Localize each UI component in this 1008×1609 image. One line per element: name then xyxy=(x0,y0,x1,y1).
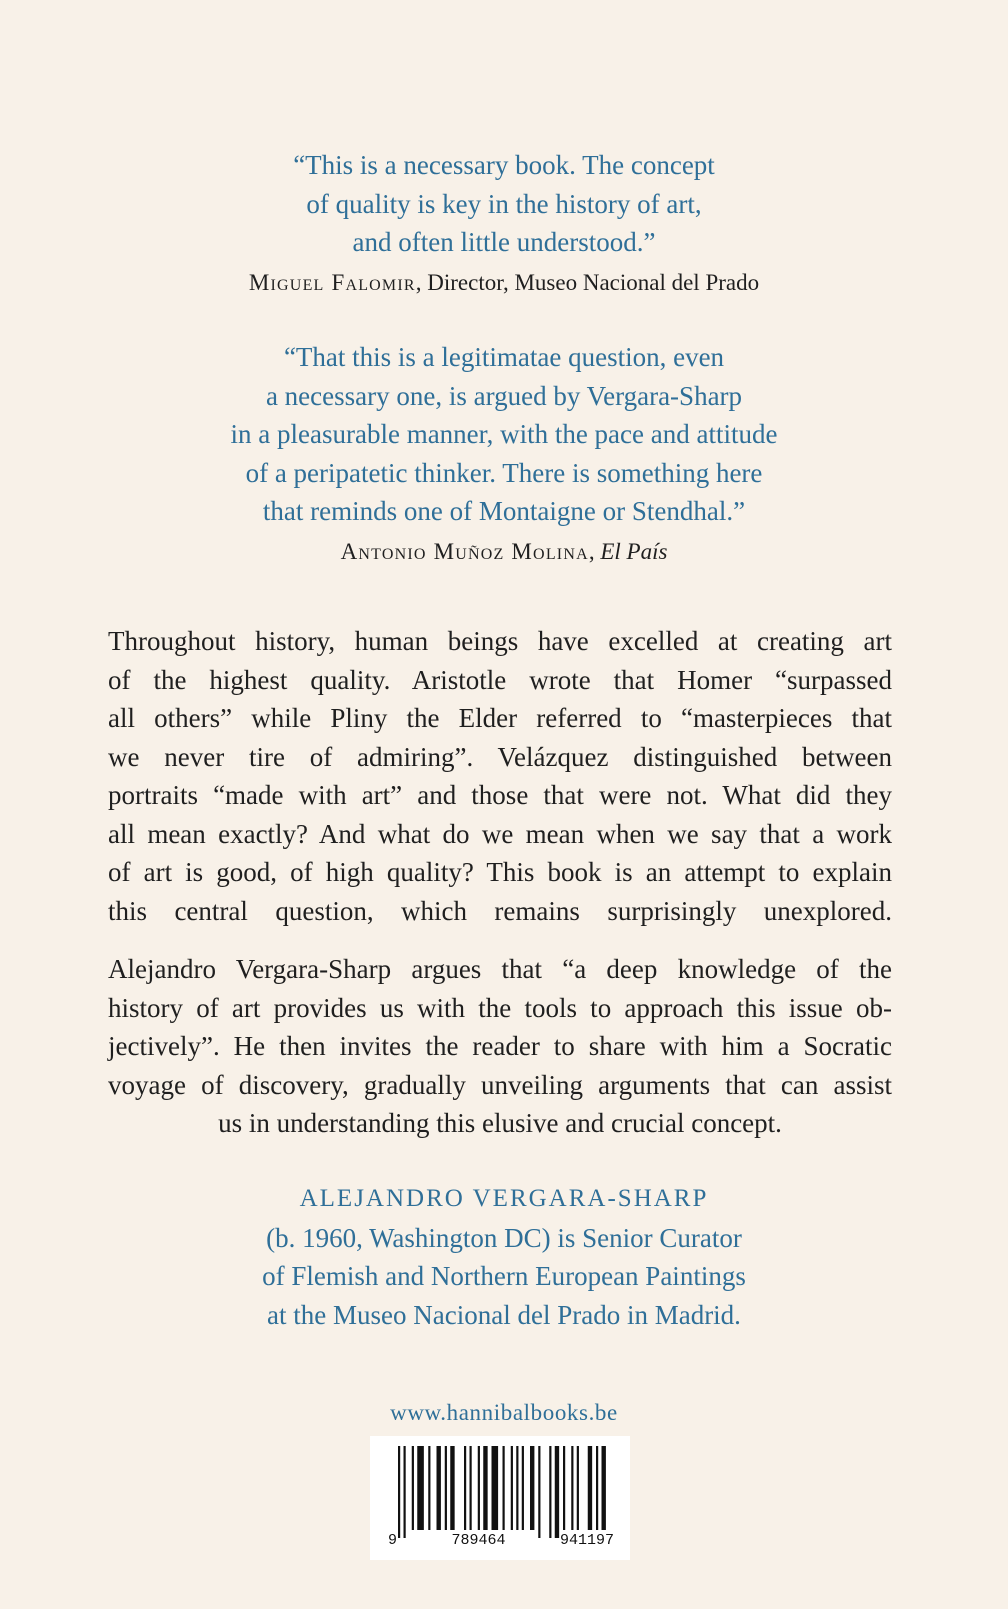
barcode-bar xyxy=(571,1446,573,1530)
quote-line: “This is a necessary book. The concept xyxy=(293,150,715,180)
barcode-bar xyxy=(596,1446,598,1530)
barcode-bar xyxy=(602,1446,606,1530)
barcode-bar xyxy=(478,1446,480,1530)
quote-1-attribution xyxy=(0,268,1008,298)
paragraph-line: portraits “made with art” and those that were not. What did they xyxy=(108,780,892,810)
quote-line: “That this is a legitimatae question, even xyxy=(283,342,725,372)
bio-line: (b. 1960, Washington DC) is Senior Curator xyxy=(266,1222,742,1253)
quote-line: in a pleasurable manner, with the pace and attitude xyxy=(230,419,778,449)
paragraph-line: history of art provides us with the tools to approach this issue ob- xyxy=(108,992,892,1023)
barcode-bar xyxy=(522,1446,524,1530)
barcode-bar xyxy=(588,1446,592,1530)
barcode-bar xyxy=(538,1446,540,1538)
barcode-bar xyxy=(450,1446,454,1530)
paragraph-line: Alejandro Vergara-Sharp argues that “a deep knowledge of the xyxy=(108,954,892,984)
barcode-bar xyxy=(577,1446,579,1530)
publisher-website: www.hannibalbooks.be xyxy=(390,1400,618,1425)
barcode-bar xyxy=(530,1446,534,1530)
author-bio xyxy=(0,1180,1008,1334)
review-quote-2 xyxy=(0,338,1008,531)
attribution-separator: , xyxy=(588,539,601,564)
quote-line: and often little understood.” xyxy=(352,227,656,257)
barcode-digits xyxy=(388,1532,614,1549)
quote-line: of a peripatetic thinker. There is something here xyxy=(245,457,763,488)
paragraph-line: we never tire of admiring”. Velázquez distinguished between xyxy=(108,741,892,772)
reviewer-title: , Director, Museo Nacional del Prado xyxy=(415,270,760,295)
paragraph-line: jectively”. He then invites the reader to share with him a Socratic xyxy=(108,1031,892,1061)
barcode-bar xyxy=(549,1446,551,1538)
barcode-bar xyxy=(464,1446,466,1530)
barcode-bar xyxy=(398,1446,400,1538)
barcode-bar xyxy=(437,1446,441,1530)
barcode-digit-group: 941197 xyxy=(559,1532,614,1549)
paragraph-line: all others” while Pliny the Elder referred to “masterpieces that xyxy=(108,703,892,733)
paragraph-line: voyage of discovery, gradually unveiling arguments that can assist xyxy=(108,1069,892,1100)
barcode-bar xyxy=(503,1446,505,1530)
quote-line: that reminds one of Montaigne or Stendhal.” xyxy=(262,496,746,526)
paragraph-line: us in understanding this elusive and crucial concept. xyxy=(218,1108,782,1138)
barcode-bar xyxy=(555,1446,559,1538)
barcode-bar xyxy=(511,1446,513,1530)
barcode-bar xyxy=(417,1446,424,1530)
quote-line: a necessary one, is argued by Vergara-Sharp xyxy=(265,380,743,411)
barcode-bar xyxy=(412,1446,414,1530)
bio-line: at the Museo Nacional del Prado in Madrid. xyxy=(267,1299,741,1330)
description-paragraph-2 xyxy=(108,950,892,1143)
description-paragraph-1 xyxy=(108,622,892,930)
paragraph-line: this central question, which remains surprisingly unexplored. xyxy=(108,895,892,926)
barcode-bar xyxy=(516,1446,518,1530)
reviewer-name: Antonio Muñoz Molina xyxy=(340,539,589,564)
barcode-bar xyxy=(470,1446,472,1530)
author-name: ALEJANDRO VERGARA-SHARP xyxy=(299,1185,709,1212)
barcode-digit-group: 789464 xyxy=(451,1532,506,1549)
isbn-barcode xyxy=(370,1436,630,1560)
quote-line: of quality is key in the history of art, xyxy=(306,188,702,219)
paragraph-line: all mean exactly? And what do we mean when we say that a work xyxy=(108,818,892,849)
barcode-bar xyxy=(404,1446,406,1538)
barcode-bar xyxy=(445,1446,447,1530)
barcode-bar xyxy=(563,1446,565,1530)
barcode-bar xyxy=(492,1446,499,1530)
reviewer-name: Miguel Falomir xyxy=(248,270,416,295)
paragraph-line: of art is good, of high quality? This book is an attempt to explain xyxy=(108,857,892,887)
paragraph-line: Throughout history, human beings have excelled at creating art xyxy=(108,626,892,656)
review-quote-1 xyxy=(0,146,1008,262)
publication-name: El País xyxy=(600,539,668,564)
barcode-digit-group: 9 xyxy=(388,1532,398,1549)
paragraph-line: of the highest quality. Aristotle wrote that Homer “surpassed xyxy=(108,664,892,695)
quote-2-attribution xyxy=(0,537,1008,567)
barcode-bar xyxy=(428,1446,430,1530)
bio-line: of Flemish and Northern European Paintings xyxy=(262,1261,746,1291)
barcode-bar xyxy=(483,1446,487,1530)
